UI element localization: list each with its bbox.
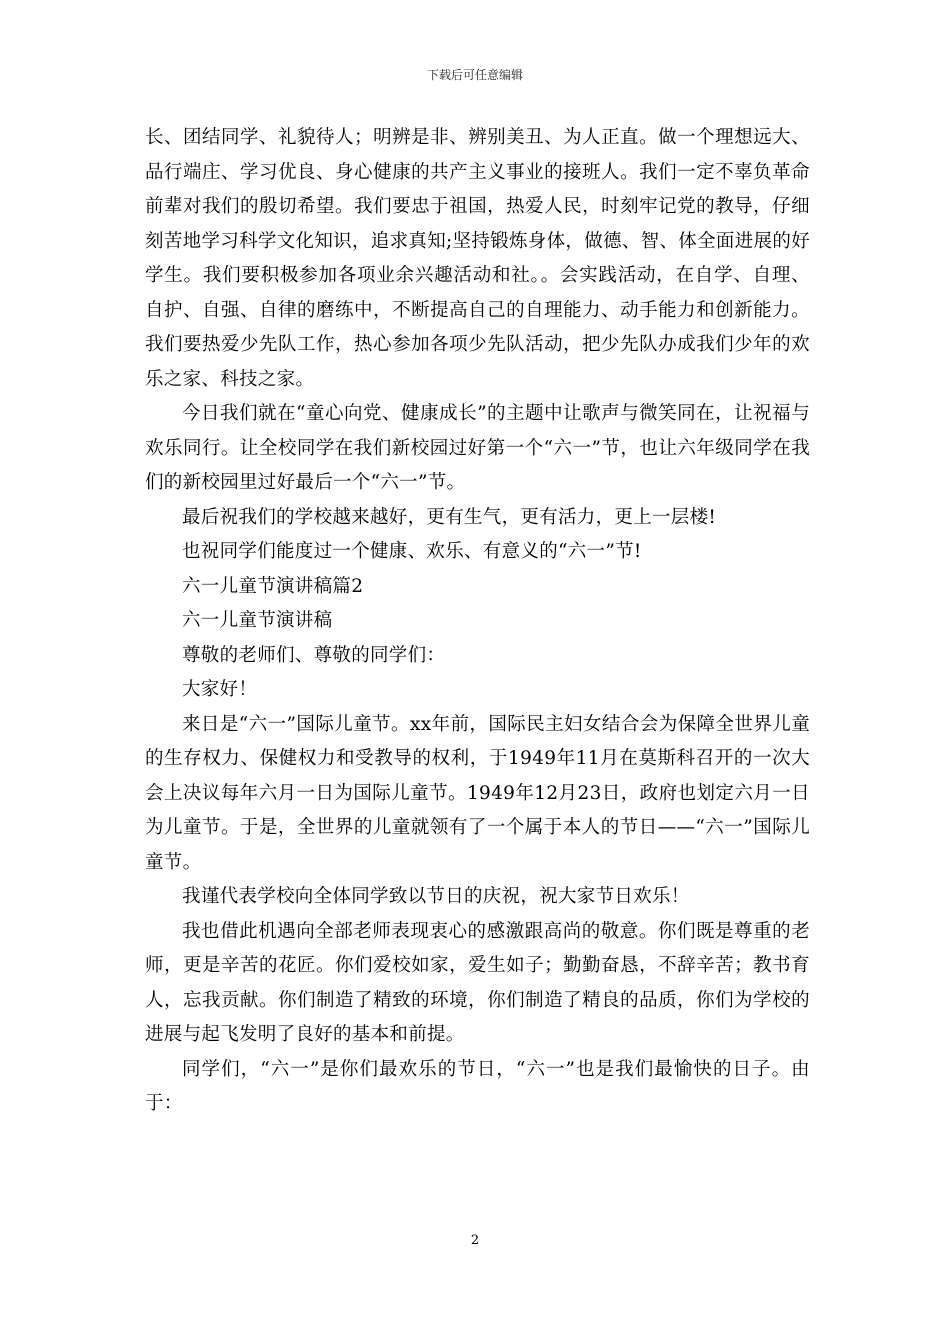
section-heading: 六一儿童节演讲稿篇2 (182, 575, 364, 597)
salutation: 尊敬的老师们、尊敬的同学们： (182, 644, 446, 666)
greeting: 大家好！ (182, 679, 258, 700)
paragraph: 今日我们就在“童心向党、健康成长”的主题中让歌声与微笑同在，让祝福与欢乐同行。让全校同学在我们新校园过好第一个“六一”节，也让六年级同学在我们的新校园里过好最后一个“六一”节。 (145, 403, 810, 493)
document-body (145, 121, 810, 1122)
speech-title: 六一儿童节演讲稿 (182, 610, 333, 631)
paragraph: 我谨代表学校向全体同学致以节日的庆祝，祝大家节日欢乐！ (182, 886, 690, 907)
page-header-note: 下载后可任意编辑 (426, 68, 523, 82)
paragraph: 长、团结同学、礼貌待人；明辨是非、辨别美丑、为人正直。做一个理想远大、品行端庄、学习优良、身心健康的共产主义事业的接班人。我们一定不辜负革命前辈对我们的殷切希望。我们要忠于祖国，热爱人民，时刻牢记党的教导，仔细刻苦地学习科学文化知识，追求真知;坚持锻炼身体，做德、智、体全面进展的好学生。我们要积极参加各项业余兴趣活动和社。。会实践活动，在自学、自理、自护、自强、自律的磨练中，不断提高自己的自理能力、动手能力和创新能力。我们要热爱少先队工作，热心参加各项少先队活动，把少先队办成我们少年的欢乐之家、科技之家。 (145, 127, 810, 390)
paragraph: 也祝同学们能度过一个健康、欢乐、有意义的“六一”节! (182, 541, 642, 562)
paragraph: 来日是“六一”国际儿童节。xx年前，国际民主妇女结合会为保障全世界儿童的生存权力、保健权力和受教导的权利，于1949年11月在莫斯科召开的一次大会上决议每年六月一日为国际儿童节。1949年12月23日，政府也划定六月一日为儿童节。于是，全世界的儿童就领有了一个属于本人的节日——“六一”国际儿童节。 (145, 713, 810, 873)
paragraph: 最后祝我们的学校越来越好，更有生气，更有活力，更上一层楼! (182, 506, 717, 528)
paragraph: 同学们，“六一”是你们最欢乐的节日，“六一”也是我们最愉快的日子。由于： (145, 1058, 810, 1114)
page-number: 2 (470, 1233, 480, 1248)
paragraph: 我也借此机遇向全部老师表现衷心的感激跟高尚的敬意。你们既是尊重的老师，更是辛苦的花匠。你们爱校如家，爱生如子；勤勤奋恳，不辞辛苦；教书育人，忘我贡献。你们制造了精致的环境，你们制造了精良的品质，你们为学校的进展与起飞发明了良好的基本和前提。 (145, 920, 810, 1045)
